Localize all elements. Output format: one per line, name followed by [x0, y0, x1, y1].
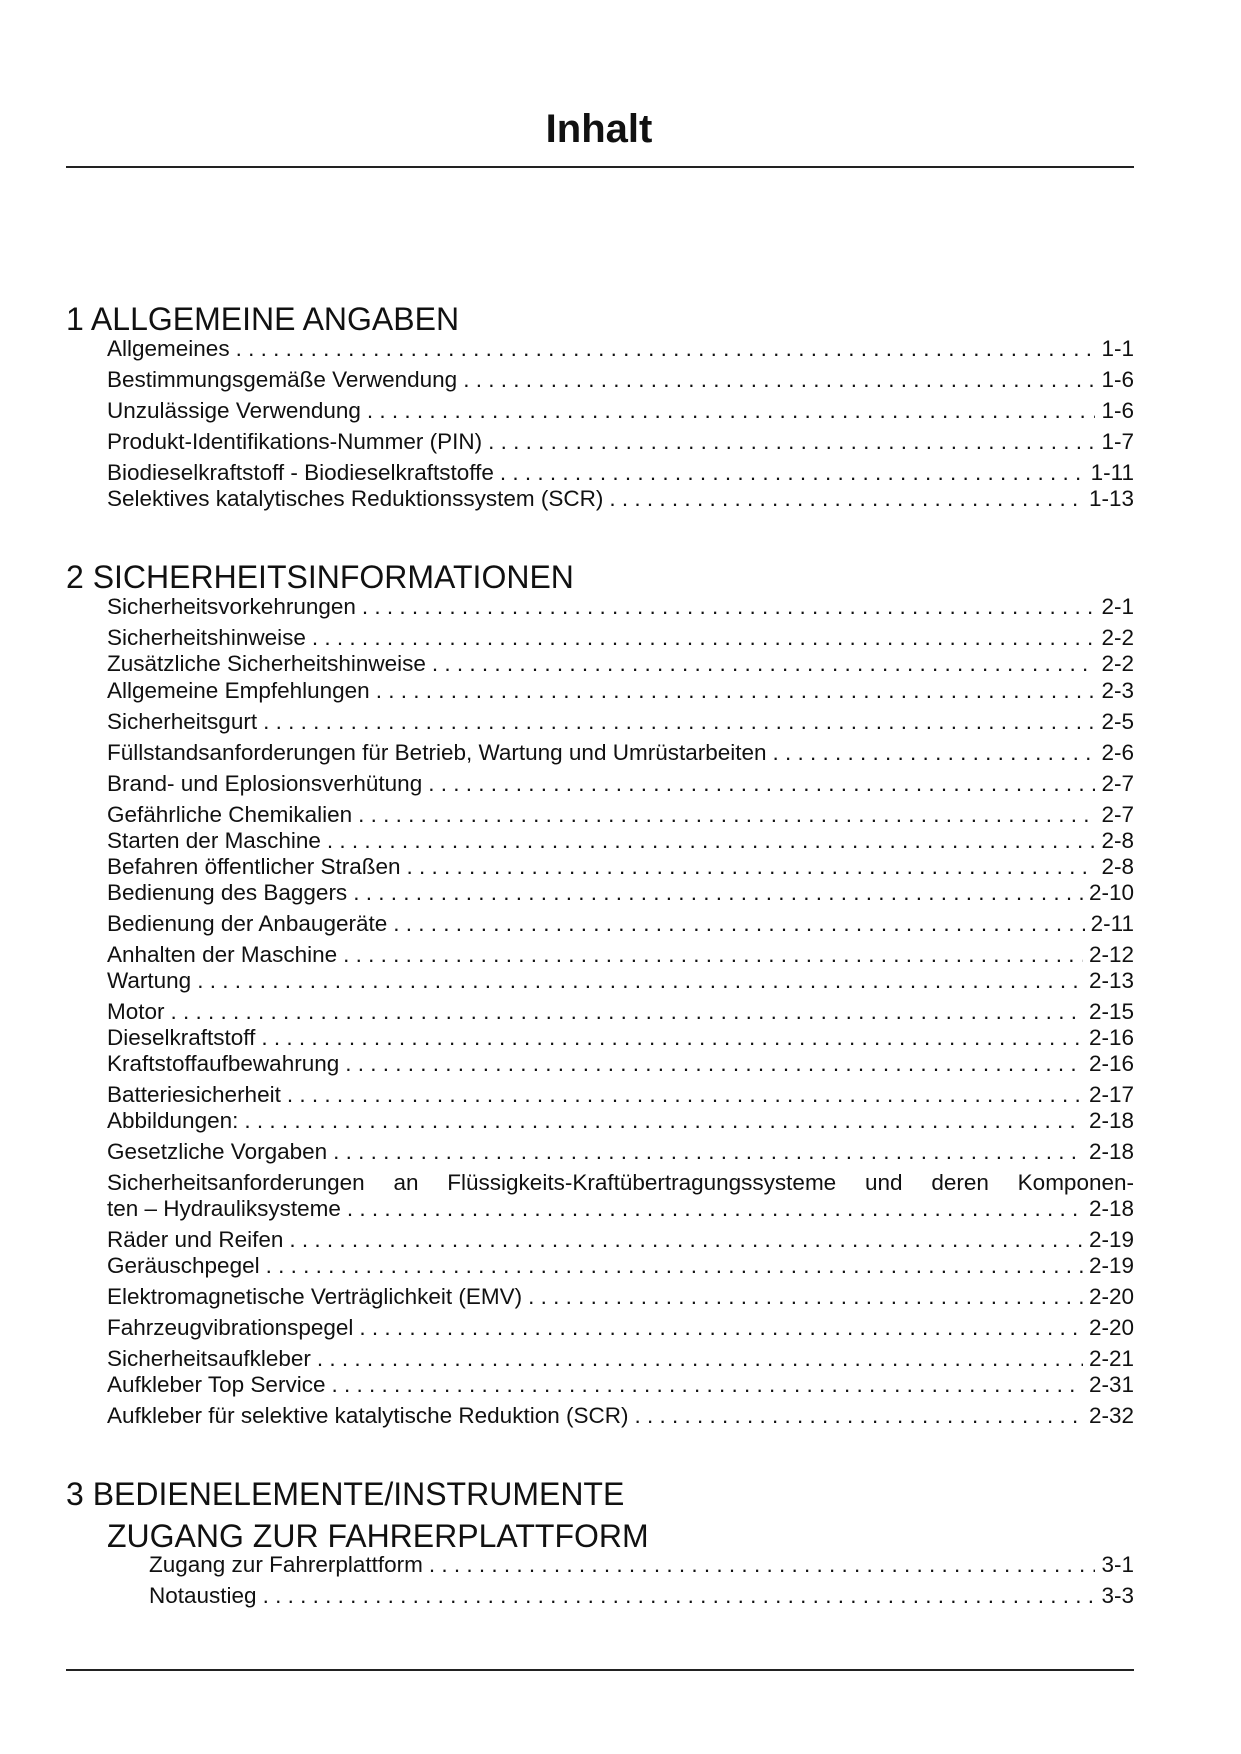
dot-leader: [317, 1345, 1083, 1373]
toc-entry-page: 2-6: [1101, 740, 1134, 765]
toc-entry-title: Notaustieg: [149, 1583, 257, 1608]
toc-entry-page: 2-3: [1101, 678, 1134, 703]
toc-entry-title: Starten der Maschine: [107, 828, 321, 853]
dot-leader: [312, 624, 1096, 652]
toc-entry[interactable]: [107, 459, 1134, 487]
dot-leader: [331, 1371, 1083, 1399]
dot-leader: [353, 879, 1083, 907]
toc-entry-page: 2-19: [1088, 1227, 1134, 1252]
toc-entry-page: 2-7: [1101, 802, 1134, 827]
toc-entry-page: 2-12: [1088, 942, 1134, 967]
toc-entry-title: Bestimmungsgemäße Verwendung: [107, 367, 458, 392]
toc-entry-title: Befahren öffentlicher Straßen: [107, 854, 401, 879]
toc-entry[interactable]: [107, 801, 1134, 829]
dot-leader: [376, 677, 1096, 705]
dot-leader: [263, 1582, 1096, 1610]
toc-entry[interactable]: [107, 1252, 1134, 1280]
dot-leader: [343, 941, 1083, 969]
toc-entry[interactable]: [107, 1371, 1134, 1399]
toc-entry-page: 2-15: [1088, 999, 1134, 1024]
toc-entry-page: 2-11: [1090, 911, 1134, 936]
dot-leader: [263, 708, 1095, 736]
dot-leader: [428, 770, 1095, 798]
toc-entry-page: 2-21: [1088, 1346, 1134, 1371]
toc-entry-page: 3-1: [1101, 1552, 1134, 1577]
toc-entry-page: 1-7: [1101, 429, 1134, 454]
toc-entry-title: Anhalten der Maschine: [107, 942, 338, 967]
dot-leader: [171, 998, 1083, 1026]
toc-entry[interactable]: [107, 366, 1134, 394]
toc-entry-title: Produkt-Identifikations-Nummer (PIN): [107, 429, 483, 454]
dot-leader: [333, 1138, 1083, 1166]
toc-entry-page: 2-13: [1088, 968, 1134, 993]
toc-entry-page: 2-18: [1088, 1108, 1134, 1133]
toc-entry-title: Aufkleber Top Service: [107, 1372, 326, 1397]
toc-entry-title: Brand- und Eplosionsverhütung: [107, 771, 423, 796]
toc-entry-page: 3-3: [1101, 1583, 1134, 1608]
dot-leader: [362, 593, 1096, 621]
toc-entry-page: 2-10: [1088, 880, 1134, 905]
dot-leader: [359, 1314, 1083, 1342]
toc-entry[interactable]: [149, 1582, 1134, 1610]
chapter-heading-3: 3 BEDIENELEMENTE/INSTRUMENTE: [66, 1476, 625, 1512]
toc-entry-page: 2-31: [1088, 1372, 1134, 1397]
section-heading: ZUGANG ZUR FAHRERPLATTFORM: [107, 1518, 649, 1554]
toc-entry[interactable]: [107, 1050, 1134, 1078]
toc-entry-title: Selektives katalytisches Reduktionssystem (SCR): [107, 486, 604, 511]
toc-entry-title: Abbildungen:: [107, 1108, 239, 1133]
toc-entry[interactable]: [107, 1283, 1134, 1311]
dot-leader: [500, 459, 1085, 487]
dot-leader: [367, 397, 1096, 425]
toc-entry-page: 1-13: [1088, 486, 1134, 511]
toc-entry-page: 2-19: [1088, 1253, 1134, 1278]
dot-leader: [429, 1551, 1096, 1579]
dot-leader: [407, 853, 1096, 881]
toc-entry-title: Bedienung des Baggers: [107, 880, 348, 905]
toc-entry[interactable]: [107, 967, 1134, 995]
toc-entry-page: 2-7: [1101, 771, 1134, 796]
toc-entry-title: Wartung: [107, 968, 192, 993]
toc-entry[interactable]: [107, 593, 1134, 621]
toc-entry-page: 2-8: [1101, 854, 1134, 879]
bottom-rule: [66, 1669, 1134, 1671]
toc-entry-title: Bedienung der Anbaugeräte: [107, 911, 388, 936]
toc-entry-page: 2-32: [1088, 1403, 1134, 1428]
dot-leader: [244, 1107, 1083, 1135]
toc-entry-title: Füllstandsanforderungen für Betrieb, Wartung und Umrüstarbeiten: [107, 740, 767, 765]
toc-entry-title: Unzulässige Verwendung: [107, 398, 361, 423]
toc-entry-page: 1-1: [1101, 336, 1134, 361]
toc-entry[interactable]: [107, 677, 1134, 705]
toc-entry-page: 2-18: [1088, 1139, 1134, 1164]
dot-leader: [327, 827, 1096, 855]
toc-entry-title: Zugang zur Fahrerplattform: [149, 1552, 423, 1577]
toc-entry-title: ten – Hydrauliksysteme: [107, 1196, 341, 1221]
toc-entry-page: 2-20: [1088, 1284, 1134, 1309]
toc-entry[interactable]: [107, 739, 1134, 767]
toc-entry-title: Räder und Reifen: [107, 1227, 284, 1252]
chapter-heading-1: 1 ALLGEMEINE ANGABEN: [66, 301, 460, 337]
dot-leader: [236, 335, 1096, 363]
dot-leader: [261, 1024, 1083, 1052]
toc-entry-title: Biodieselkraftstoff - Biodieselkraftstoffe: [107, 460, 494, 485]
toc-entry-page: 2-16: [1088, 1051, 1134, 1076]
toc-entry-title: Sicherheitshinweise: [107, 625, 306, 650]
toc-entry[interactable]: [107, 397, 1134, 425]
toc-entry[interactable]: [107, 1402, 1134, 1430]
toc-entry-page: 2-20: [1088, 1315, 1134, 1340]
toc-entry[interactable]: [107, 853, 1134, 881]
toc-entry-title: Motor: [107, 999, 165, 1024]
dot-leader: [347, 1195, 1083, 1223]
toc-entry[interactable]: [107, 485, 1134, 513]
toc-entry-title: Allgemeine Empfehlungen: [107, 678, 370, 703]
dot-leader: [287, 1081, 1083, 1109]
dot-leader: [488, 428, 1095, 456]
toc-entry[interactable]: [107, 708, 1134, 736]
toc-entry[interactable]: [107, 1314, 1134, 1342]
toc-entry-title: Sicherheitsaufkleber: [107, 1346, 311, 1371]
toc-entry-title: Elektromagnetische Verträglichkeit (EMV): [107, 1284, 523, 1309]
toc-entry[interactable]: [107, 335, 1134, 363]
dot-leader: [773, 739, 1096, 767]
dot-leader: [528, 1283, 1083, 1311]
toc-entry[interactable]: [107, 428, 1134, 456]
dot-leader: [266, 1252, 1083, 1280]
toc-entry-title: Sicherheitsgurt: [107, 709, 258, 734]
toc-entry[interactable]: [107, 1226, 1134, 1254]
toc-entry[interactable]: [107, 1081, 1134, 1109]
toc-entry-title: Sicherheitsvorkehrungen: [107, 594, 356, 619]
toc-entry[interactable]: [107, 827, 1134, 855]
dot-leader: [393, 910, 1084, 938]
toc-entry[interactable]: [107, 998, 1134, 1026]
toc-entry-page: 2-2: [1101, 651, 1134, 676]
dot-leader: [289, 1226, 1083, 1254]
toc-entry-page: 2-1: [1101, 594, 1134, 619]
toc-entry-title-line1[interactable]: Sicherheitsanforderungen an Flüssigkeits-Kraftübertragungssysteme und deren Komponen-: [107, 1170, 1134, 1195]
toc-entry[interactable]: [107, 910, 1134, 938]
toc-entry[interactable]: [107, 1138, 1134, 1166]
toc-entry[interactable]: [107, 770, 1134, 798]
toc-entry-title: Zusätzliche Sicherheitshinweise: [107, 651, 426, 676]
dot-leader: [345, 1050, 1083, 1078]
toc-entry-page: 2-18: [1088, 1196, 1134, 1221]
toc-entry[interactable]: [149, 1551, 1134, 1579]
toc-entry[interactable]: [107, 1107, 1134, 1135]
toc-entry[interactable]: [107, 1195, 1134, 1223]
toc-entry[interactable]: [107, 650, 1134, 678]
toc-entry[interactable]: [107, 879, 1134, 907]
toc-entry-page: 1-6: [1101, 398, 1134, 423]
chapter-heading-2: 2 SICHERHEITSINFORMATIONEN: [66, 559, 574, 595]
dot-leader: [197, 967, 1083, 995]
toc-entry-page: 2-2: [1101, 625, 1134, 650]
toc-entry-title: Kraftstoffaufbewahrung: [107, 1051, 340, 1076]
toc-entry[interactable]: [107, 624, 1134, 652]
toc-entry[interactable]: [107, 941, 1134, 969]
toc-entry-page: 2-16: [1088, 1025, 1134, 1050]
toc-entry-title: Geräuschpegel: [107, 1253, 260, 1278]
top-rule: [66, 166, 1134, 168]
page-title: Inhalt: [545, 107, 653, 151]
dot-leader: [358, 801, 1095, 829]
toc-entry-title: Fahrzeugvibrationspegel: [107, 1315, 354, 1340]
toc-entry-page: 2-17: [1088, 1082, 1134, 1107]
toc-entry-title: Gesetzliche Vorgaben: [107, 1139, 328, 1164]
toc-entry-title: Gefährliche Chemikalien: [107, 802, 353, 827]
toc-entry[interactable]: [107, 1024, 1134, 1052]
toc-entry-title: Batteriesicherheit: [107, 1082, 281, 1107]
dot-leader: [634, 1402, 1082, 1430]
toc-entry-page: 2-5: [1101, 709, 1134, 734]
toc-entry-title: Aufkleber für selektive katalytische Reduktion (SCR): [107, 1403, 629, 1428]
dot-leader: [432, 650, 1096, 678]
toc-entry-title: Allgemeines: [107, 336, 230, 361]
toc-entry[interactable]: [107, 1345, 1134, 1373]
dot-leader: [463, 366, 1095, 394]
dot-leader: [609, 485, 1083, 513]
toc-entry-page: 1-11: [1090, 460, 1134, 485]
toc-entry-page: 1-6: [1101, 367, 1134, 392]
toc-entry-page: 2-8: [1101, 828, 1134, 853]
toc-entry-title: Dieselkraftstoff: [107, 1025, 256, 1050]
